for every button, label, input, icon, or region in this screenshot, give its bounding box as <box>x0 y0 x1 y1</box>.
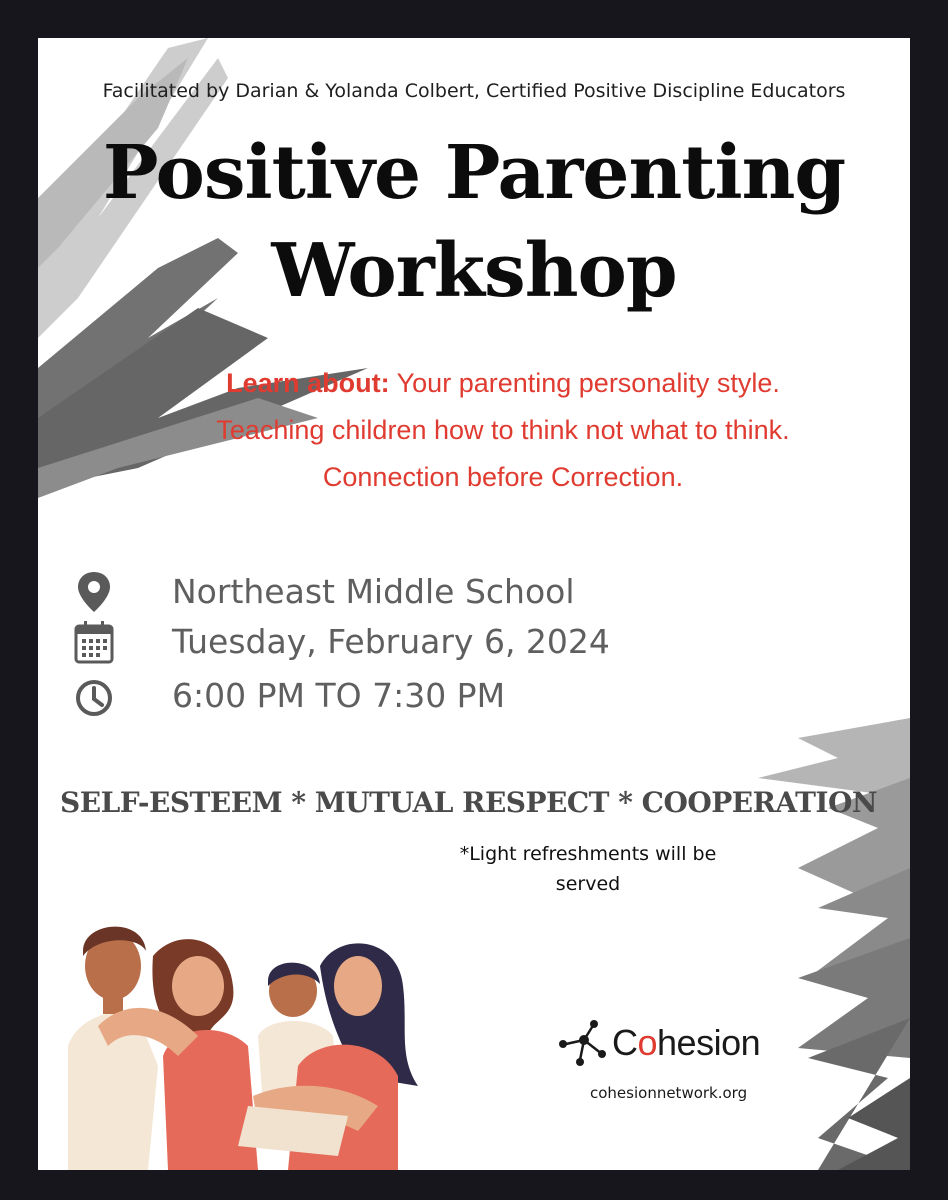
location-text: Northeast Middle School <box>172 572 575 611</box>
learn-about-label: Learn about: <box>226 368 390 398</box>
core-values-banner: SELF-ESTEEM * MUTUAL RESPECT * COOPERATION <box>60 786 878 819</box>
map-pin-icon <box>74 570 114 614</box>
refreshments-line-2: served <box>555 873 621 895</box>
date-text: Tuesday, February 6, 2024 <box>172 622 610 661</box>
time-text: 6:00 PM TO 7:30 PM <box>172 676 506 715</box>
learn-about-block <box>158 360 848 501</box>
learn-item-3: Connection before Correction. <box>322 462 684 492</box>
refreshments-line-1: *Light refreshments will be <box>459 843 717 865</box>
wordmark-o: o <box>637 1022 658 1063</box>
learn-item-1: Your parenting personality style. <box>389 368 780 398</box>
page-title-line2: Workshop <box>271 228 677 314</box>
wordmark-rest: hesion <box>657 1022 761 1063</box>
website-url: cohesionnetwork.org <box>590 1084 748 1102</box>
page-title-line1: Positive Parenting <box>102 130 846 216</box>
flyer-page <box>38 38 910 1170</box>
family-illustration <box>58 906 418 1170</box>
cohesion-wordmark <box>612 1018 760 1068</box>
cohesion-logo <box>558 1018 818 1068</box>
calendar-icon <box>74 620 114 664</box>
refreshments-note <box>420 839 756 899</box>
network-nodes-icon <box>558 1018 608 1068</box>
learn-item-2: Teaching children how to think not what to think. <box>216 415 790 445</box>
wordmark-c: C <box>612 1022 638 1063</box>
learn-line-1 <box>158 360 848 407</box>
clock-icon <box>74 674 114 718</box>
facilitator-line: Facilitated by Darian & Yolanda Colbert, Certified Positive Discipline Educators <box>102 80 846 102</box>
